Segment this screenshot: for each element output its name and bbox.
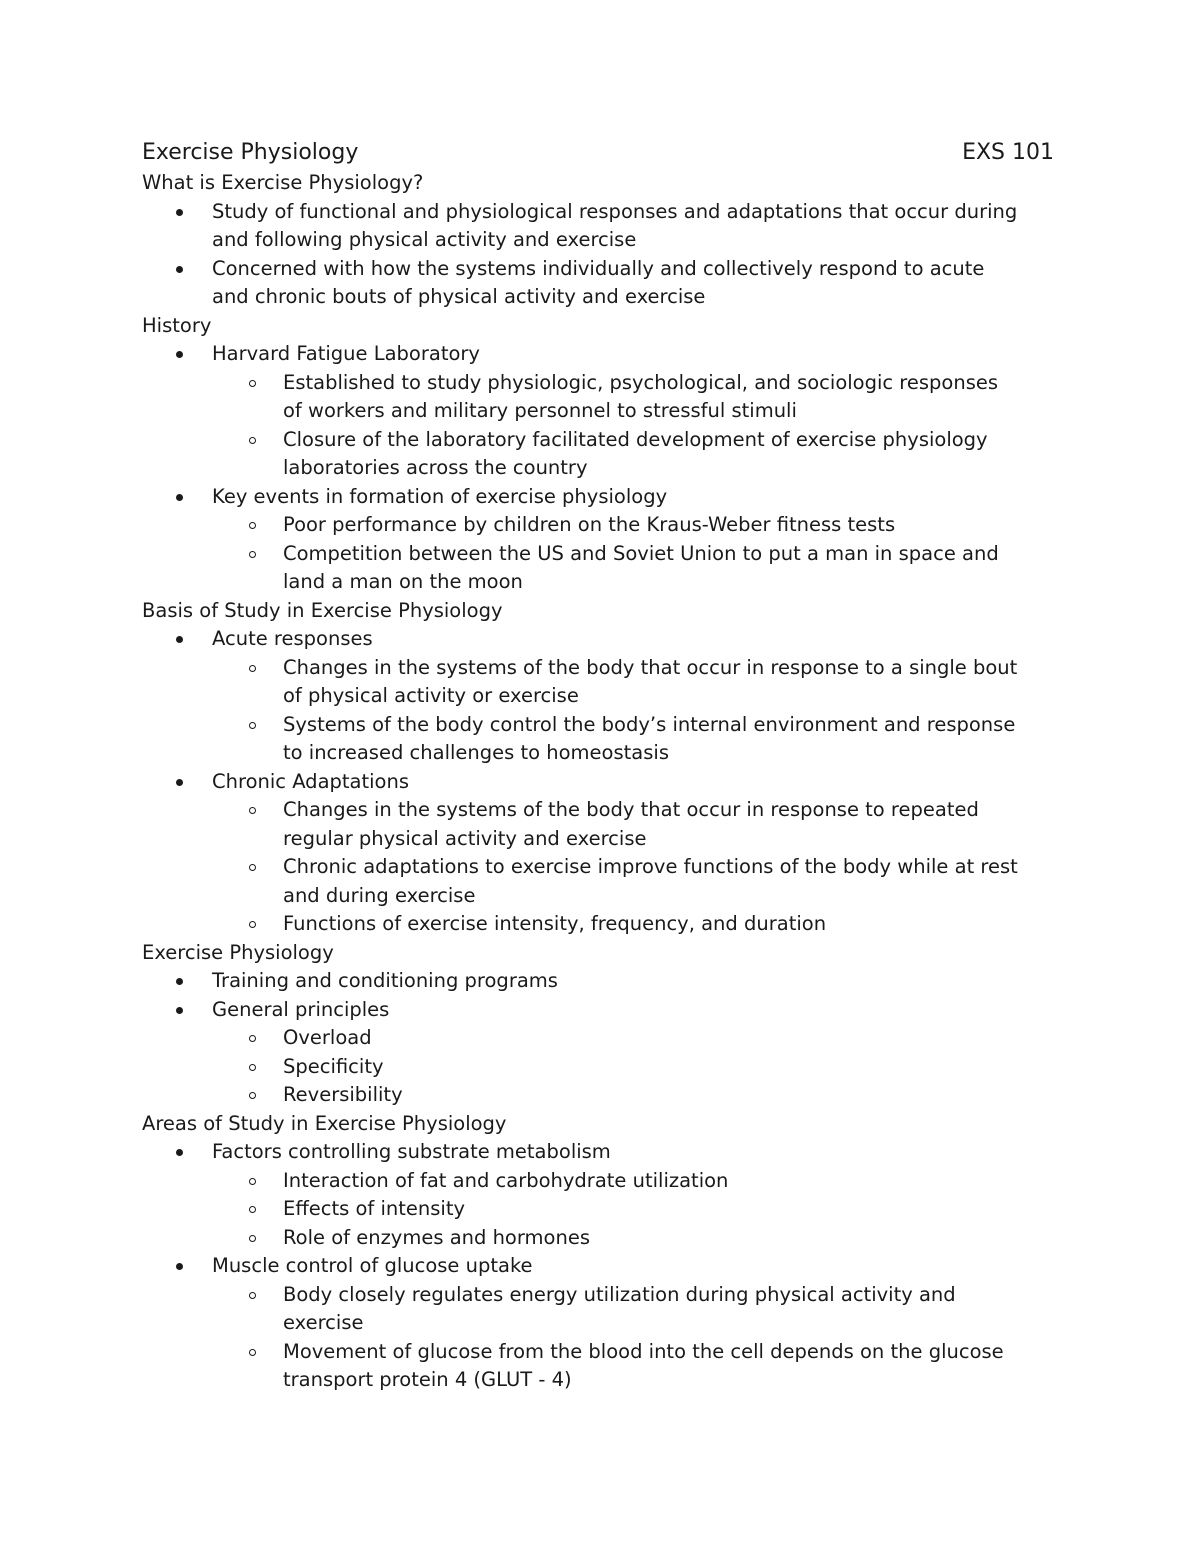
sub-bullet-list (212, 654, 1022, 768)
sub-bullet-item: Overload (212, 1024, 1022, 1053)
bullet-text: Acute responses (212, 627, 373, 650)
sub-bullet-item: Reversibility (212, 1081, 1022, 1110)
sub-bullet-item: Movement of glucose from the blood into the cell depends on the glucose transport protein 4 (GLUT - 4) (212, 1338, 1022, 1395)
bullet-text: Muscle control of glucose uptake (212, 1254, 533, 1277)
bullet-text: Factors controlling substrate metabolism (212, 1140, 611, 1163)
sub-bullet-list (212, 796, 1022, 939)
document-title: Exercise Physiology (142, 140, 359, 165)
sub-bullet-item: Closure of the laboratory facilitated development of exercise physiology laboratories across the country (212, 426, 1022, 483)
bullet-item (142, 996, 1022, 1110)
bullet-text: Study of functional and physiological responses and adaptations that occur during and following physical activity and exercise (212, 199, 1018, 251)
bullet-item (142, 625, 1022, 768)
section-heading: History (142, 313, 212, 337)
bullet-item (142, 255, 1022, 312)
sub-bullet-list (212, 1024, 1022, 1110)
section-heading: Basis of Study in Exercise Physiology (142, 598, 503, 622)
sub-bullet-item: Interaction of fat and carbohydrate utilization (212, 1167, 1022, 1196)
bullet-list (142, 198, 1060, 312)
bullet-list (142, 340, 1060, 597)
section-heading: Areas of Study in Exercise Physiology (142, 1111, 507, 1135)
bullet-text: General principles (212, 997, 390, 1021)
sub-bullet-item: Competition between the US and Soviet Union to put a man in space and land a man on the moon (212, 540, 1022, 597)
sub-bullet-item: Chronic adaptations to exercise improve functions of the body while at rest and during exercise (212, 853, 1022, 910)
sub-bullet-item: Effects of intensity (212, 1195, 1022, 1224)
notes-body (142, 169, 1060, 1395)
section (142, 1110, 1060, 1395)
sub-bullet-list (212, 511, 1022, 597)
sub-bullet-item: Functions of exercise intensity, frequency, and duration (212, 910, 1022, 939)
sub-bullet-item: Changes in the systems of the body that occur in response to a single bout of physical activity or exercise (212, 654, 1022, 711)
section (142, 939, 1060, 1110)
sub-bullet-item: Poor performance by children on the Kraus-Weber fitness tests (212, 511, 1022, 540)
document-header (142, 138, 1060, 169)
section (142, 169, 1060, 312)
sub-bullet-item: Systems of the body control the body’s internal environment and response to increased challenges to homeostasis (212, 711, 1022, 768)
sub-bullet-item: Specificity (212, 1053, 1022, 1082)
sub-bullet-item: Body closely regulates energy utilization during physical activity and exercise (212, 1281, 1022, 1338)
bullet-text: Chronic Adaptations (212, 769, 409, 793)
sub-bullet-list (212, 369, 1022, 483)
bullet-item (142, 1252, 1022, 1395)
bullet-text: Training and conditioning programs (212, 969, 558, 992)
section-heading: Exercise Physiology (142, 940, 334, 964)
sub-bullet-list (212, 1281, 1022, 1395)
bullet-item (142, 340, 1022, 483)
sub-bullet-item: Role of enzymes and hormones (212, 1224, 1022, 1253)
section (142, 312, 1060, 597)
section-heading: What is Exercise Physiology? (142, 171, 424, 194)
bullet-text: Harvard Fatigue Laboratory (212, 342, 480, 365)
bullet-item (142, 483, 1022, 597)
section (142, 597, 1060, 939)
bullet-text: Key events in formation of exercise physiology (212, 484, 668, 508)
bullet-item (142, 1138, 1022, 1252)
sub-bullet-item: Established to study physiologic, psychological, and sociologic responses of workers and military personnel to stressful stimuli (212, 369, 1022, 426)
bullet-item (142, 768, 1022, 939)
bullet-list (142, 625, 1060, 939)
course-code: EXS 101 (962, 140, 1054, 165)
bullet-item (142, 198, 1022, 255)
bullet-list (142, 967, 1060, 1110)
sub-bullet-item: Changes in the systems of the body that occur in response to repeated regular physical activity and exercise (212, 796, 1022, 853)
sub-bullet-list (212, 1167, 1022, 1253)
bullet-list (142, 1138, 1060, 1395)
bullet-item (142, 967, 1022, 996)
bullet-text: Concerned with how the systems individually and collectively respond to acute and chronic bouts of physical activity and exercise (212, 256, 985, 308)
